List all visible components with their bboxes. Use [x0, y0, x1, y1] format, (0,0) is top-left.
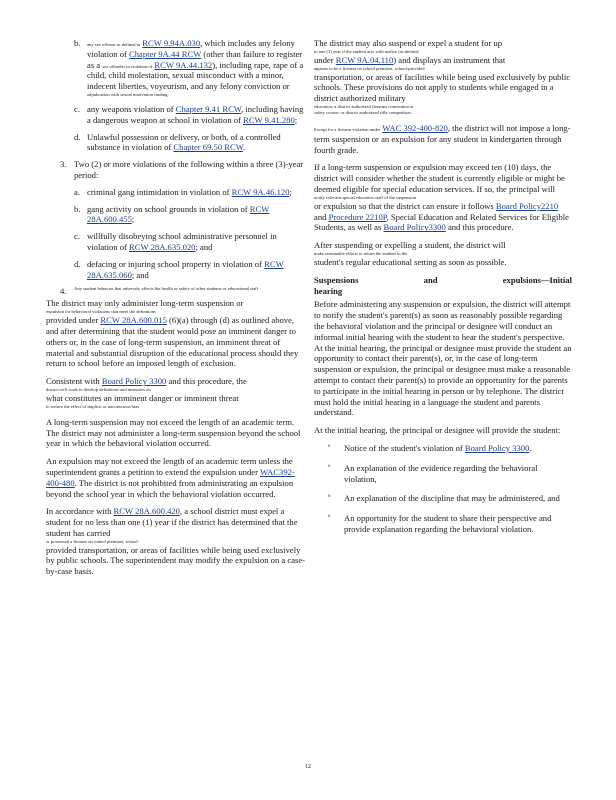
link-board-policy-3300[interactable]: Board Policy3300 [383, 222, 446, 233]
link-chapter-9-41-rcw[interactable]: Chapter 9.41 RCW [175, 103, 242, 114]
left-column [46, 38, 308, 584]
bullet-item-notice: ⁰ Notice of the student's violation of Board Policy 3300. [328, 442, 532, 453]
list-item-3b: b. gang activity on school grounds in violation of RCW 28A.600.455; [74, 203, 270, 225]
list-marker: d. [74, 131, 81, 142]
list-marker: a. [74, 186, 80, 197]
link-rcw-9a-44-132[interactable]: RCW 9A.44.132 [154, 59, 213, 70]
paragraph-return-to-setting: After suspending or expelling a student, the district will make reasonable efforts to return the student to the student's regular educational setting as soon as possible. [314, 240, 572, 268]
small-text: any sex offense as defined in [87, 42, 141, 47]
right-column [314, 38, 572, 544]
small-text: expulsion for behavioral violations that meet the definitions [46, 309, 156, 315]
list-marker: c. [74, 231, 80, 242]
link-rcw-9a-04-110[interactable]: RCW 9A.04.110 [335, 54, 394, 65]
small-text: Except for a firearm violation under [314, 126, 381, 132]
paragraph-special-education: If a long-term suspension or expulsion may exceed ten (10) days, the district will consider whether the student is currently eligible or might be deemed eligible for special education services. If so, the principal will notify relevant special education staff of the suspension or expulsion so that the district can ensure it follows Board Policy2210 and Procedure 2210P, Special Education and Related Services for Eligible Students, as well as Board Policy3300 and this procedure. [314, 162, 572, 233]
bullet-marker: ⁰ [328, 495, 331, 502]
bullet-item-evidence: ⁰ An explanation of the evidence regarding the behavioral violation, [328, 462, 538, 484]
paragraph-consistent-with-policy: Consistent with Board Policy 3300 and this procedure, the district will work to develop definitions and measures on what constitutes an imminent danger or imminent threat to reduce the effect of implicit or unconscious bias. [46, 376, 308, 410]
small-text: notify relevant special education staff of the suspension [314, 194, 417, 200]
small-text: to one (1) year if the student acts with malice (as defined [314, 48, 419, 54]
small-text: education; a district authorized firearms convention or [314, 103, 414, 109]
list-marker: c. [74, 103, 80, 114]
link-rcw-9-41-280[interactable]: RCW 9.41.280 [243, 114, 295, 125]
page-number: 12 [305, 764, 311, 770]
bullet-marker: ⁰ [328, 464, 331, 471]
link-wac-392-400-820[interactable]: WAC 392-400-820 [382, 122, 448, 133]
paragraph-kindergarten-exception: Except for a firearm violation under WAC 392-400-820, the district will not impose a long-term suspension or an expulsion for any student in kindergarten through fourth grade. [314, 122, 571, 155]
list-item-3: 3. Two (2) or more violations of the following within a three (3)-year period: [60, 159, 304, 180]
bullet-marker: ⁰ [328, 444, 331, 451]
link-rcw-9a-46-120[interactable]: RCW 9A.46.120 [231, 186, 290, 197]
link-rcw-28a-635-060[interactable]: RCW 28A.635.060 [87, 258, 284, 280]
paragraph-firearm-expulsion: In accordance with RCW 28A.600.420, a school district must expel a student for no less than one (1) year if the district has determined that the student has carried or possessed a firearm on school premises, school- provided transportation, or areas of facilities while being used exclusively by public schools. The superintendent may modify the expulsion on a case-by-case basis. [46, 506, 308, 577]
paragraph-malice-firearm: The district may also suspend or expel a student for up to one (1) year if the student acts with malice (as defined under RCW 9A.04.110) and displays an instrument that appears to be a firearm on school premises, school-provided transportation, or areas of facilities while being used exclusively by public schools. These provisions do not apply to students while engaged in a district authorized military education; a district authorized firearms convention or safety course; or district authorized rifle competition. [314, 38, 571, 115]
list-item-3c: c. willfully disobeying school administrative personnel in violation of RCW 28A.635.020; and [74, 231, 277, 252]
small-text: or possessed a firearm on school premises, school- [46, 538, 140, 544]
small-text: make reasonable efforts to return the student to the [314, 250, 408, 256]
small-text: to reduce the effect of implicit or unconscious bias. [46, 403, 141, 409]
list-item-3a: a. criminal gang intimidation in violation of RCW 9A.46.120; [74, 186, 292, 197]
link-board-policy-3300[interactable]: Board Policy 3300 [464, 442, 530, 453]
link-rcw-28a-600-015[interactable]: RCW 28A.600.015 [100, 315, 167, 326]
paragraph-long-term-suspension-length: A long-term suspension may not exceed the length of an academic term. The district may not administer a long-term suspension beyond the school year in which the behavioral violation occurred. [46, 416, 301, 449]
link-rcw-28a-600-420[interactable]: RCW 28A.600.420 [113, 506, 180, 517]
link-rcw-28a-635-020[interactable]: RCW 28A.635.020 [129, 241, 196, 252]
link-chapter-69-50-rcw[interactable]: Chapter 69.50 RCW [173, 142, 244, 153]
small-text: district will work to develop definitions and measures on [46, 386, 151, 392]
list-item-c-weapons: c. any weapons violation of Chapter 9.41 RCW, including having a dangerous weapon at school in violation of RCW 9.41.280; [74, 103, 304, 125]
small-text: sex offender in violation of [102, 63, 153, 69]
paragraph-expulsion-length: An expulsion may not exceed the length of an academic term unless the superintendent grants a petition to extend the expulsion under WAC392-400-480. The district is not prohibited from administrating an expulsion beyond the school year in which the behavioral violation occurred. [46, 456, 295, 499]
section-heading-initial-hearing-line2: hearing [314, 285, 343, 296]
list-item-d-controlled-substance: d. Unlawful possession or delivery, or both, of a controlled substance in violation of Chapter 69.50 RCW. [74, 131, 281, 153]
link-wac-392-400-480[interactable]: WAC392-400-480 [46, 466, 295, 488]
bullet-marker: ⁰ [328, 515, 331, 522]
list-item-4 [46, 286, 308, 297]
small-text: adjudication with sexual motivation finding; [87, 91, 169, 97]
paragraph-hearing-provide: At the initial hearing, the principal or designee will provide the student: [314, 425, 561, 436]
small-text: safety course; or district authorized rifle competition. [314, 109, 412, 115]
list-marker: d. [74, 258, 81, 269]
small-text: appears to be a firearm on school premises, school-provided [314, 65, 425, 71]
link-rcw-9-94a-030[interactable]: RCW 9.94A.030 [142, 38, 201, 48]
section-heading-initial-hearing: Suspensions and expulsions—Initial [314, 274, 572, 285]
list-item-b-sex-offense: b. any sex offense as defined in RCW 9.94A.030, which includes any felony violation of Chapter 9A.44 RCW (other than failure to register as a sex offender in violation of RCW 9A.44.132), including rape, rape of a child, child molestation, sexual misconduct with a minor, indecent liberties, voyeurism, and any felony conviction or adjudication with sexual motivation finding; [46, 38, 308, 98]
link-board-policy-2210[interactable]: Board Policy2210 [495, 200, 559, 211]
small-text: Any student behavior that adversely affects the health or safety of other students or educational staff [74, 286, 259, 292]
bullet-item-discipline: ⁰ An explanation of the discipline that may be administered, and [328, 493, 560, 504]
paragraph-initial-hearing: Before administering any suspension or expulsion, the district will attempt to notify the student's parent(s) as soon as reasonably possible regarding the behavioral violation and the principal or designee will conduct an informal initial hearing with the student to hear the student's perspective. At the initial hearing, the principal or designee must provide the student an opportunity to contact their parent(s), or, in the case of long-term suspension or expulsion, the principal or designee must make a reasonable attempt to contact their parent(s) to provide an opportunity for the parents to participate in the initial hearing in person or by telephone. The district must hold the initial hearing in a language the student and parents understand. [314, 299, 572, 418]
list-marker: 3. [60, 159, 67, 170]
link-rcw-28a-600-455[interactable]: RCW 28A.600.455 [87, 203, 270, 225]
paragraph-long-term-suspension-definitions: The district may only administer long-term suspension or expulsion for behavioral violations that meet the definitions provided under RCW 28A.600.015 (6)(a) through (d) as outlined above, and after determining that the student would pose an imminent danger to others or, in the case of long-term suspension, an imminent threat of material and substantial disruption of the educational process should they return to school before an imposed length of exclusion. [46, 298, 308, 369]
bullet-item-perspective: ⁰ An opportunity for the student to share their perspective and provide explanation regarding the behavioral violation. [328, 513, 552, 534]
list-item-3d: d. defacing or injuring school property in violation of RCW 28A.635.060; and [74, 258, 284, 280]
link-board-policy-3300[interactable]: Board Policy 3300 [101, 376, 167, 387]
list-marker: 4. [60, 286, 67, 297]
list-marker: b. [74, 203, 81, 214]
list-marker: b. [74, 38, 81, 48]
link-chapter-9a-44-rcw[interactable]: Chapter 9A.44 RCW [129, 48, 202, 59]
link-procedure-2210p[interactable]: Procedure 2210P [328, 211, 387, 222]
